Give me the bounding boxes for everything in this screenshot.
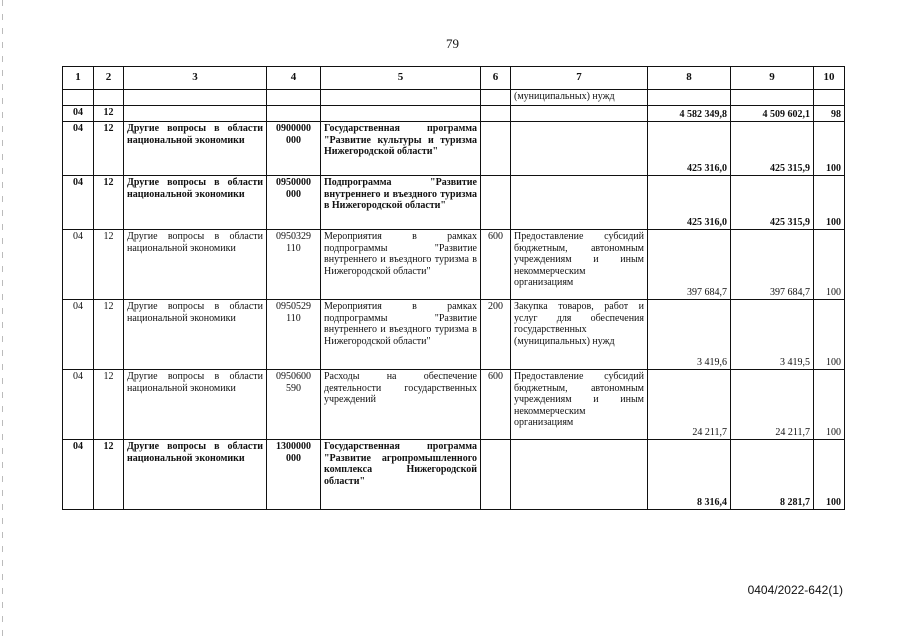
table-cell: 04	[63, 440, 94, 510]
table-cell: Другие вопросы в области национальной экономики	[124, 300, 267, 370]
table-cell: 0900000 000	[267, 122, 321, 176]
column-header: 3	[124, 67, 267, 90]
table-row	[63, 106, 845, 122]
table-cell: Другие вопросы в области национальной экономики	[124, 122, 267, 176]
table-cell	[481, 106, 511, 122]
table-row	[63, 440, 845, 510]
table-cell	[731, 90, 814, 106]
table-cell: 425 315,9	[731, 122, 814, 176]
table-row	[63, 300, 845, 370]
budget-table	[62, 66, 845, 510]
table-cell: Предоставление субсидий бюджетным, автономным учреждениям и иным некоммерческим организациям	[511, 230, 648, 300]
table-cell: 12	[94, 300, 124, 370]
table-cell	[321, 106, 481, 122]
table-cell: 600	[481, 230, 511, 300]
table-cell: 04	[63, 106, 94, 122]
table-row	[63, 90, 845, 106]
table-cell: 4 582 349,8	[648, 106, 731, 122]
table-cell: 04	[63, 370, 94, 440]
table-cell: Подпрограмма "Развитие внутреннего и въездного туризма в Нижегородской области"	[321, 176, 481, 230]
table-cell	[321, 90, 481, 106]
table-cell: 12	[94, 370, 124, 440]
table-cell: 0950600 590	[267, 370, 321, 440]
table-cell: 04	[63, 122, 94, 176]
table-cell: Другие вопросы в области национальной экономики	[124, 370, 267, 440]
table-body	[63, 90, 845, 510]
table-cell: 3 419,5	[731, 300, 814, 370]
table-cell	[481, 90, 511, 106]
table-cell: 425 316,0	[648, 122, 731, 176]
table-cell: 100	[814, 176, 845, 230]
table-cell: Другие вопросы в области национальной экономики	[124, 176, 267, 230]
table-cell	[511, 106, 648, 122]
document-code: 0404/2022-642(1)	[747, 583, 843, 597]
table-cell: 425 316,0	[648, 176, 731, 230]
table-cell: Государственная программа "Развитие культуры и туризма Нижегородской области"	[321, 122, 481, 176]
table-cell	[124, 106, 267, 122]
table-cell: 0950329 110	[267, 230, 321, 300]
column-header: 10	[814, 67, 845, 90]
table-cell: Другие вопросы в области национальной экономики	[124, 440, 267, 510]
table-cell	[511, 176, 648, 230]
table-cell: 0950529 110	[267, 300, 321, 370]
table-cell: 4 509 602,1	[731, 106, 814, 122]
table-cell: 100	[814, 370, 845, 440]
column-header: 4	[267, 67, 321, 90]
table-cell: 0950000 000	[267, 176, 321, 230]
column-header: 2	[94, 67, 124, 90]
table-cell	[511, 440, 648, 510]
table-cell: 600	[481, 370, 511, 440]
table-cell: 100	[814, 230, 845, 300]
table-cell: 200	[481, 300, 511, 370]
table-cell: Закупка товаров, работ и услуг для обеспечения государственных (муниципальных) нужд	[511, 300, 648, 370]
table-cell: 100	[814, 122, 845, 176]
table-cell	[481, 176, 511, 230]
table-cell	[648, 90, 731, 106]
table-cell: Мероприятия в рамках подпрограммы "Развитие внутреннего и въездного туризма в Нижегородской области"	[321, 230, 481, 300]
margin-guide-line	[2, 0, 3, 640]
page-number: 79	[446, 36, 459, 51]
table-cell: Мероприятия в рамках подпрограммы "Развитие внутреннего и въездного туризма в Нижегородской области"	[321, 300, 481, 370]
table-cell	[267, 106, 321, 122]
table-cell	[511, 122, 648, 176]
table-cell	[481, 440, 511, 510]
table-cell: 397 684,7	[731, 230, 814, 300]
table-cell: 04	[63, 300, 94, 370]
table-cell: 98	[814, 106, 845, 122]
table-row	[63, 176, 845, 230]
table-cell	[124, 90, 267, 106]
table-cell: Государственная программа "Развитие агропромышленного комплекса Нижегородской области"	[321, 440, 481, 510]
table-cell: 397 684,7	[648, 230, 731, 300]
column-header: 1	[63, 67, 94, 90]
table-row	[63, 370, 845, 440]
column-header: 7	[511, 67, 648, 90]
table-cell: 12	[94, 176, 124, 230]
table-row	[63, 122, 845, 176]
table-header-row	[63, 67, 845, 90]
table-cell: 8 281,7	[731, 440, 814, 510]
column-header: 9	[731, 67, 814, 90]
table-cell: 04	[63, 230, 94, 300]
table-cell: 12	[94, 106, 124, 122]
table-cell: 24 211,7	[731, 370, 814, 440]
table-cell	[814, 90, 845, 106]
table-cell	[94, 90, 124, 106]
table-cell	[481, 122, 511, 176]
table-cell: 12	[94, 122, 124, 176]
table-cell: Предоставление субсидий бюджетным, автономным учреждениям и иным некоммерческим организациям	[511, 370, 648, 440]
table-cell: 425 315,9	[731, 176, 814, 230]
table-cell: 3 419,6	[648, 300, 731, 370]
column-header: 6	[481, 67, 511, 90]
table-row	[63, 230, 845, 300]
column-header: 5	[321, 67, 481, 90]
table-cell: 1300000 000	[267, 440, 321, 510]
table-cell: 24 211,7	[648, 370, 731, 440]
table-cell: 100	[814, 440, 845, 510]
table-cell: Расходы на обеспечение деятельности государственных учреждений	[321, 370, 481, 440]
table-cell: 04	[63, 176, 94, 230]
table-cell	[63, 90, 94, 106]
column-header: 8	[648, 67, 731, 90]
table-cell	[267, 90, 321, 106]
table-cell: 12	[94, 440, 124, 510]
table-cell: 8 316,4	[648, 440, 731, 510]
table-cell: 12	[94, 230, 124, 300]
table-cell: 100	[814, 300, 845, 370]
table-cell: (муниципальных) нужд	[511, 90, 648, 106]
table-cell: Другие вопросы в области национальной экономики	[124, 230, 267, 300]
